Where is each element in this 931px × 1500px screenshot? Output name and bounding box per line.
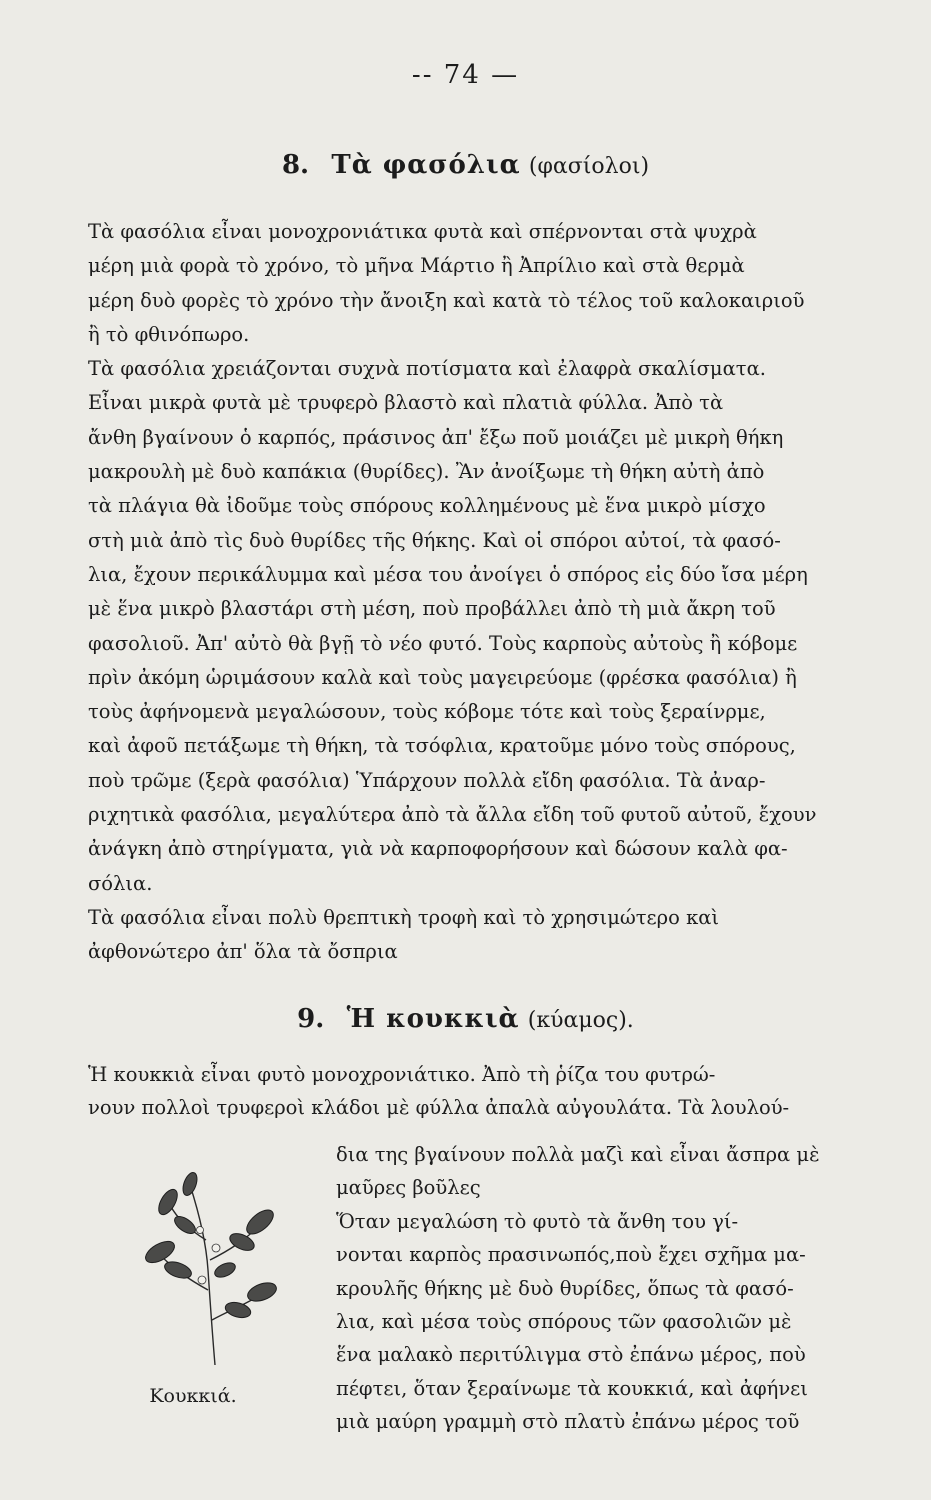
text-line: νονται καρπὸς πρασινωπός,ποὺ ἔχει σχῆμα μα- bbox=[336, 1243, 806, 1267]
text-line: ποὺ τρῶμε (ξερὰ φασόλια) Ὑπάρχουν πολλὰ εἴδη φασόλια. Τὰ ἀναρ- bbox=[88, 768, 766, 792]
text-line: στὴ μιὰ ἀπὸ τὶς δυὸ θυρίδες τῆς θήκης. Καὶ οἱ σπόροι αὐτοί, τὰ φασό- bbox=[88, 528, 781, 552]
text-line: μαῦρες βοῦλες bbox=[336, 1176, 481, 1200]
section-9-body-full bbox=[88, 1058, 878, 1124]
section-8-body bbox=[88, 215, 878, 970]
text-line: Τὰ φασόλια εἶναι μονοχρονιάτικα φυτὰ καὶ σπέρνονται στὰ ψυχρὰ bbox=[88, 220, 757, 243]
text-line: κρουλῆς θήκης μὲ δυὸ θυρίδες, ὅπως τὰ φασό- bbox=[336, 1276, 794, 1300]
text-line: μιὰ μαύρη γραμμὴ στὸ πλατὺ ἐπάνω μέρος τοῦ bbox=[336, 1410, 800, 1434]
figure-caption: Κουκκιά. bbox=[149, 1385, 237, 1407]
section-9-number: 9. bbox=[297, 1004, 325, 1034]
text-line: πρὶν ἀκόμη ὡριμάσουν καλὰ καὶ τοὺς μαγειρεύομε (φρέσκα φασόλια) ἢ bbox=[88, 665, 797, 689]
text-line: Ὅταν μεγαλώση τὸ φυτὸ τὰ ἄνθη του γί- bbox=[336, 1209, 739, 1233]
text-line: μὲ ἕνα μικρὸ βλαστάρι στὴ μέση, ποὺ προβάλλει ἀπὸ τὴ μιὰ ἄκρη τοῦ bbox=[88, 597, 776, 621]
broad-bean-plant-illustration bbox=[120, 1170, 300, 1370]
text-line: τοὺς ἀφήνομενὰ μεγαλώσουν, τοὺς κόβομε τότε καὶ τοὺς ξεραίνρμε, bbox=[88, 700, 766, 724]
text-line: Εἶναι μικρὰ φυτὰ μὲ τρυφερὸ βλαστὸ καὶ πλατιὰ φύλλα. Ἀπὸ τὰ bbox=[88, 391, 724, 415]
text-line: μέρη μιὰ φορὰ τὸ χρόνο, τὸ μῆνα Μάρτιο ἢ Ἀπρίλιο καὶ στὰ θερμὰ bbox=[88, 254, 745, 278]
text-line: ἀφθονώτερο ἀπ' ὅλα τὰ ὄσπρια bbox=[88, 940, 398, 964]
text-line: τὰ πλάγια θὰ ἰδοῦμε τοὺς σπόρους κολλημένους μὲ ἕνα μικρὸ μίσχο bbox=[88, 494, 766, 518]
text-line: λια, ἔχουν περικάλυμμα καὶ μέσα του ἀνοίγει ὁ σπόρος εἰς δύο ἴσα μέρη bbox=[88, 562, 808, 586]
section-8-title: Τὰ φασόλια bbox=[331, 150, 521, 180]
text-line: μέρη δυὸ φορὲς τὸ χρόνο τὴν ἄνοιξη καὶ κατὰ τὸ τέλος τοῦ καλοκαιριοῦ bbox=[88, 288, 805, 312]
page-number: -- 74 — bbox=[411, 60, 520, 90]
section-9-title: Ἡ κουκκιὰ bbox=[346, 1004, 520, 1034]
section-8-alt-name: (φασίολοι) bbox=[528, 154, 650, 179]
section-9-body-narrow bbox=[336, 1138, 884, 1439]
text-line: ἄνθη βγαίνουν ὁ καρπός, πράσινος ἀπ' ἔξω ποῦ μοιάζει μὲ μικρὴ θήκη bbox=[88, 425, 784, 449]
text-line: ἢ τὸ φθινόπωρο. bbox=[88, 322, 250, 346]
text-line: δια της βγαίνουν πολλὰ μαζὶ καὶ εἶναι ἄσπρα μὲ bbox=[336, 1143, 820, 1166]
section-8-heading bbox=[0, 150, 931, 180]
text-line: ἕνα μαλακὸ περιτύλιγμα στὸ ἐπάνω μέρος, ποὺ bbox=[336, 1343, 806, 1367]
text-line: φασολιοῦ. Ἀπ' αὐτὸ θὰ βγῇ τὸ νέο φυτό. Τοὺς καρποὺς αὐτοὺς ἢ κόβομε bbox=[88, 631, 798, 655]
text-line: νουν πολλοὶ τρυφεροὶ κλάδοι μὲ φύλλα ἀπαλὰ αὐγουλάτα. Τὰ λουλού- bbox=[88, 1096, 790, 1119]
text-line: Τὰ φασόλια χρειάζονται συχνὰ ποτίσματα καὶ ἐλαφρὰ σκαλίσματα. bbox=[88, 357, 766, 381]
text-line: σόλια. bbox=[88, 871, 153, 895]
text-line: λια, καὶ μέσα τοὺς σπόρους τῶν φασολιῶν μὲ bbox=[336, 1309, 792, 1333]
section-9-heading bbox=[0, 1004, 931, 1034]
plant-drawing-icon bbox=[120, 1170, 300, 1370]
text-line: μακρουλὴ μὲ δυὸ καπάκια (θυρίδες). Ἂν ἀνοίξωμε τὴ θήκη αὐτὴ ἀπὸ bbox=[88, 460, 765, 484]
text-line: ριχητικὰ φασόλια, μεγαλύτερα ἀπὸ τὰ ἄλλα εἴδη τοῦ φυτοῦ αὐτοῦ, ἔχουν bbox=[88, 803, 817, 827]
text-line: καὶ ἀφοῦ πετάξωμε τὴ θήκη, τὰ τσόφλια, κρατοῦμε μόνο τοὺς σπόρους, bbox=[88, 734, 796, 758]
section-9-alt-name: (κύαμος). bbox=[527, 1008, 634, 1033]
text-line: ἀνάγκη ἀπὸ στηρίγματα, γιὰ νὰ καρποφορήσουν καὶ δώσουν καλὰ φα- bbox=[88, 837, 788, 861]
text-line: Τὰ φασόλια εἶναι πολὺ θρεπτικὴ τροφὴ καὶ τὸ χρησιμώτερο καὶ bbox=[88, 905, 720, 929]
text-line: πέφτει, ὅταν ξεραίνωμε τὰ κουκκιά, καὶ ἀφήνει bbox=[336, 1376, 808, 1400]
section-8-number: 8. bbox=[281, 150, 310, 180]
text-line: Ἡ κουκκιὰ εἶναι φυτὸ μονοχρονιάτικο. Ἀπὸ τὴ ῥίζα του φυτρώ- bbox=[88, 1063, 716, 1086]
